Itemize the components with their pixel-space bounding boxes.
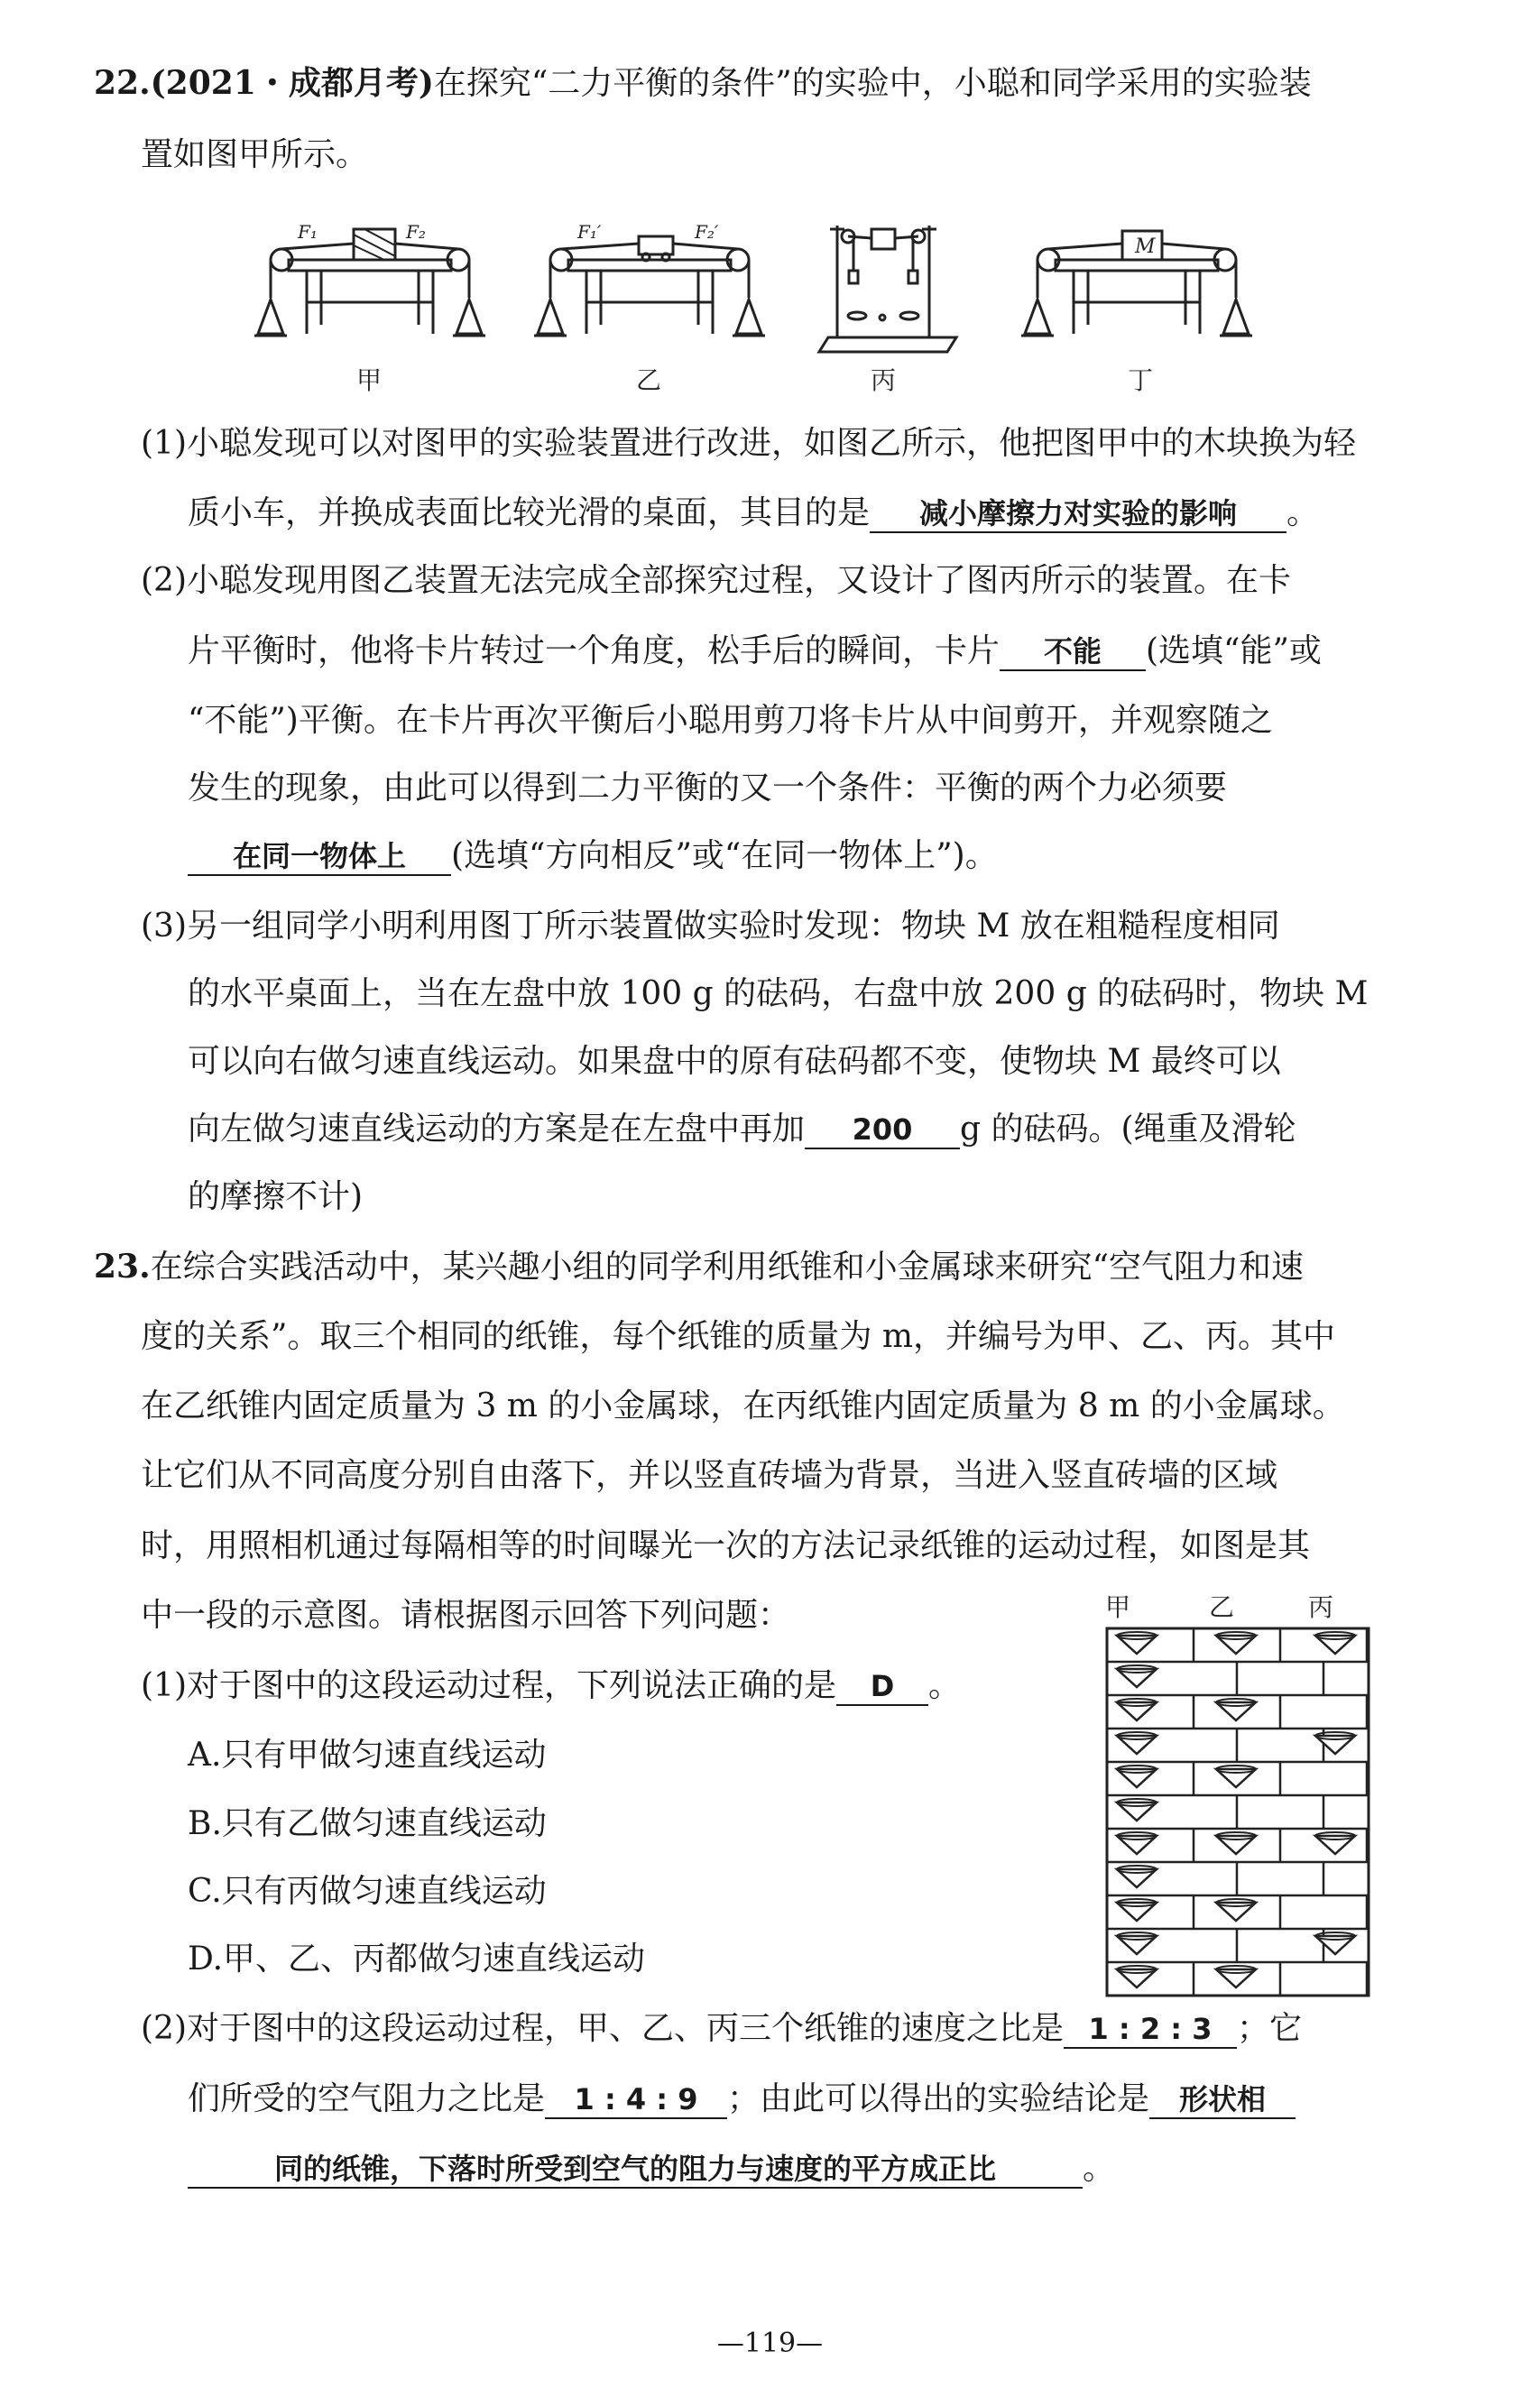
wall-label-bing: 丙 [1308, 1592, 1334, 1622]
q23-p2-pre: (2)对于图中的这段运动过程，甲、乙、丙三个纸锥的速度之比是 [141, 2010, 1064, 2047]
q23-option-b: B.只有乙做匀速直线运动 [188, 1805, 547, 1842]
q22-p1-line2 [188, 492, 1319, 535]
page-number: —119— [716, 2328, 824, 2359]
wall-label-yi: 乙 [1209, 1592, 1235, 1622]
q23-stem-line2: 度的关系”。取三个相同的纸锥，每个纸锥的质量为 m，并编号为甲、乙、丙。其中 [141, 1318, 1335, 1355]
brick-wall-figure [1102, 1624, 1373, 2003]
q22-p2-post: (选填“能”或 [1146, 632, 1322, 669]
q23-stem-line5: 时，用照相机通过每隔相等的时间曝光一次的方法记录纸锥的运动过程，如图是其 [141, 1527, 1311, 1564]
figure-yi [534, 236, 765, 336]
q22-p2-post2: (选填“方向相反”或“在同一物体上”)。 [451, 837, 998, 874]
q22-p1-pre: 质小车，并换成表面比较光滑的桌面，其目的是 [188, 494, 871, 531]
fig-yi-f1p: F₁′ [577, 221, 602, 243]
q23-option-d: D.甲、乙、丙都做匀速直线运动 [188, 1941, 646, 1978]
q22-stem-text: 在探究“二力平衡的条件”的实验中，小聪和同学采用的实验装 [433, 65, 1312, 102]
q22-p2-line4: 发生的现象，由此可以得到二力平衡的又一个条件：平衡的两个力必须要 [188, 770, 1228, 807]
fig-label-yi: 乙 [636, 365, 662, 395]
q23-stem-line4: 让它们从不同高度分别自由落下，并以竖直砖墙为背景，当进入竖直砖墙的区域 [141, 1457, 1278, 1494]
fig-jia-f1: F₁ [298, 221, 318, 243]
fig-ding-m: M [1135, 235, 1156, 258]
q23-option-c: C.只有丙做匀速直线运动 [188, 1873, 547, 1910]
q23-p2-post3: 。 [1083, 2150, 1116, 2187]
q23-p1-line [141, 1664, 961, 1708]
q22-p3-pre: 向左做匀速直线运动的方案是在左盘中再加 [188, 1111, 806, 1148]
q22-p2-answer1: 不能 [1000, 633, 1146, 671]
q23-p2-pre2: 们所受的空气阻力之比是 [188, 2080, 546, 2117]
q22-p3-line5: 的摩擦不计) [188, 1178, 364, 1215]
q22-p3-line1: (3)另一组同学小明利用图丁所示装置做实验时发现：物块 M 放在粗糙程度相同 [141, 908, 1280, 945]
fig-label-jia: 甲 [356, 365, 383, 395]
q23-p1-pre: (1)对于图中的这段运动过程，下列说法正确的是 [141, 1667, 836, 1704]
q22-p3-line3: 可以向右做匀速直线运动。如果盘中的原有砝码都不变，使物块 M 最终可以 [188, 1043, 1281, 1080]
q23-p2-mid: ；由此可以得出的实验结论是 [727, 2080, 1150, 2117]
q22-p3-line2: 的水平桌面上，当在左盘中放 100 g 的砝码，右盘中放 200 g 的砝码时，物块 M [188, 975, 1369, 1012]
q23-option-a: A.只有甲做匀速直线运动 [188, 1737, 547, 1774]
q22-p3-line4 [188, 1108, 1296, 1151]
q23-stem-0: 在综合实践活动中，某兴趣小组的同学利用纸锥和小金属球来研究“空气阻力和速 [150, 1249, 1305, 1286]
q23-number: 23. [94, 1248, 151, 1286]
q22-p2-pre: 片平衡时，他将卡片转过一个角度，松手后的瞬间，卡片 [188, 632, 1001, 669]
q22-p1-answer: 减小摩擦力对实验的影响 [870, 495, 1286, 533]
fig-label-bing: 丙 [871, 365, 897, 395]
wall-label-jia: 甲 [1105, 1592, 1131, 1622]
q22-number: 22. [94, 64, 151, 102]
q23-stem-line6: 中一段的示意图。请根据图示回答下列问题： [141, 1597, 791, 1634]
figure-bing [819, 226, 956, 352]
figure-jia [254, 229, 485, 336]
fig-label-ding: 丁 [1128, 365, 1154, 395]
fig-jia-f2: F₂ [406, 221, 426, 243]
q23-p2-line2 [188, 2078, 1296, 2121]
q22-stem-line2: 置如图甲所示。 [141, 136, 369, 173]
q22-stem-line1 [94, 61, 1312, 106]
q23-stem-line1 [94, 1245, 1304, 1289]
q23-stem-line3: 在乙纸锥内固定质量为 3 m 的小金属球，在丙纸锥内固定质量为 8 m 的小金属球。 [141, 1388, 1345, 1425]
q22-figures [0, 217, 1540, 397]
q22-p3-post: g 的砝码。(绳重及滑轮 [960, 1111, 1296, 1148]
q22-p2-line2 [188, 630, 1322, 673]
q23-p2-answer3b: 同的纸锥，下落时所受到空气的阻力与速度的平方成正比 [188, 2151, 1083, 2189]
q23-p2-line1 [141, 2007, 1302, 2051]
q22-p1-line1: (1)小聪发现可以对图甲的实验装置进行改进，如图乙所示，他把图甲中的木块换为轻 [141, 425, 1356, 462]
q22-p1-post: 。 [1286, 494, 1320, 531]
q23-p1-answer: D [836, 1668, 928, 1706]
q22-p2-line1: (2)小聪发现用图乙装置无法完成全部探究过程，又设计了图丙所示的装置。在卡 [141, 562, 1291, 599]
q22-p2-line5 [188, 834, 998, 878]
q23-p1-post: 。 [928, 1667, 962, 1704]
q22-p3-answer: 200 [805, 1111, 960, 1149]
q22-p2-answer2: 在同一物体上 [188, 838, 451, 876]
q23-p2-line3 [188, 2147, 1115, 2190]
q23-p2-answer1: 1 : 2 : 3 [1064, 2011, 1237, 2049]
q23-p2-answer3a: 形状相 [1149, 2081, 1296, 2119]
q23-p2-post: ；它 [1237, 2010, 1303, 2047]
q23-p2-answer2: 1 : 4 : 9 [545, 2081, 727, 2119]
fig-yi-f2p: F₂′ [695, 221, 719, 243]
q22-p2-line3: “不能”)平衡。在卡片再次平衡后小聪用剪刀将卡片从中间剪开，并观察随之 [188, 702, 1273, 739]
q22-source: (2021・成都月考) [150, 64, 434, 102]
